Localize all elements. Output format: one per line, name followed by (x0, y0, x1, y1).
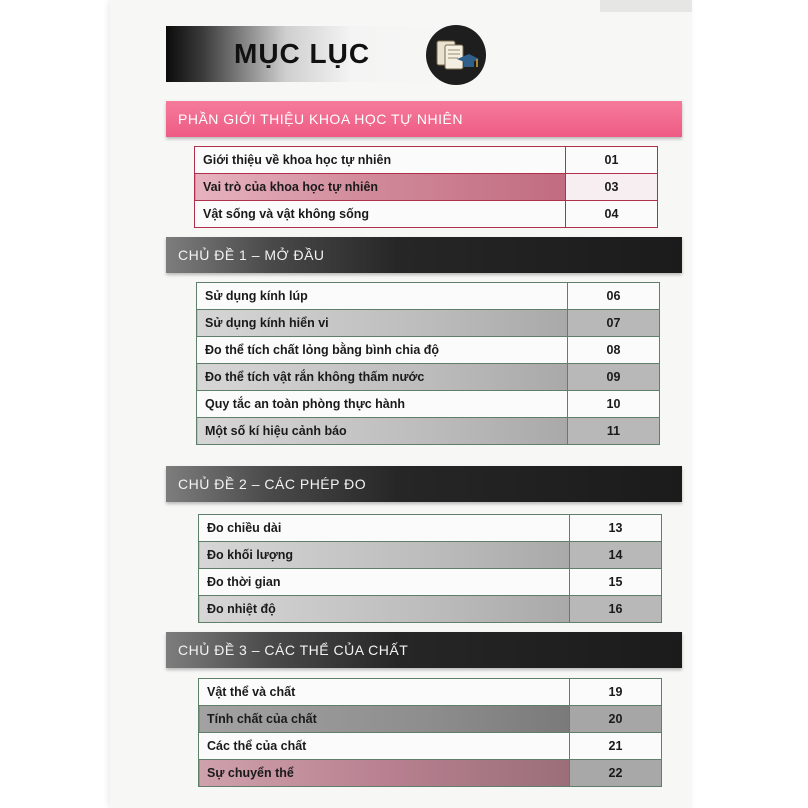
toc-item-title: Giới thiệu về khoa học tự nhiên (195, 147, 566, 174)
toc-item-title: Tính chất của chất (199, 706, 570, 733)
toc-table-topic-3 (198, 678, 662, 787)
toc-item-page: 04 (566, 201, 658, 228)
toc-row[interactable] (197, 418, 660, 445)
toc-item-page: 10 (568, 391, 660, 418)
toc-row[interactable] (199, 569, 662, 596)
toc-item-page: 08 (568, 337, 660, 364)
toc-row[interactable] (195, 147, 658, 174)
toc-item-title: Sự chuyển thể (199, 760, 570, 787)
toc-row[interactable] (197, 283, 660, 310)
toc-item-title: Một số kí hiệu cảnh báo (197, 418, 568, 445)
toc-item-title: Đo chiều dài (199, 515, 570, 542)
toc-row[interactable] (199, 542, 662, 569)
toc-row[interactable] (199, 596, 662, 623)
toc-table-topic-1 (196, 282, 660, 445)
toc-item-title: Đo thời gian (199, 569, 570, 596)
section-header-topic-3: CHỦ ĐỀ 3 – CÁC THỂ CỦA CHẤT (166, 632, 682, 668)
toc-item-page: 14 (570, 542, 662, 569)
toc-item-title: Sử dụng kính hiển vi (197, 310, 568, 337)
toc-item-page: 09 (568, 364, 660, 391)
toc-item-page: 11 (568, 418, 660, 445)
toc-item-title: Đo thể tích vật rắn không thấm nước (197, 364, 568, 391)
section-header-intro: PHẦN GIỚI THIỆU KHOA HỌC TỰ NHIÊN (166, 101, 682, 137)
toc-table-topic-2 (198, 514, 662, 623)
toc-row[interactable] (197, 364, 660, 391)
toc-row[interactable] (199, 733, 662, 760)
toc-row[interactable] (197, 391, 660, 418)
toc-item-title: Đo nhiệt độ (199, 596, 570, 623)
toc-row[interactable] (197, 337, 660, 364)
toc-item-page: 20 (570, 706, 662, 733)
toc-item-title: Đo thể tích chất lỏng bằng bình chia độ (197, 337, 568, 364)
toc-item-page: 03 (566, 174, 658, 201)
toc-item-page: 22 (570, 760, 662, 787)
toc-row[interactable] (197, 310, 660, 337)
section-header-topic-2: CHỦ ĐỀ 2 – CÁC PHÉP ĐO (166, 466, 682, 502)
toc-item-title: Đo khối lượng (199, 542, 570, 569)
section-header-topic-1: CHỦ ĐỀ 1 – MỞ ĐẦU (166, 237, 682, 273)
toc-item-title: Vật sống và vật không sống (195, 201, 566, 228)
page-tab (600, 0, 692, 12)
toc-row[interactable] (199, 760, 662, 787)
toc-item-title: Quy tắc an toàn phòng thực hành (197, 391, 568, 418)
toc-item-title: Sử dụng kính lúp (197, 283, 568, 310)
toc-row[interactable] (195, 201, 658, 228)
toc-item-page: 21 (570, 733, 662, 760)
toc-item-title: Vai trò của khoa học tự nhiên (195, 174, 566, 201)
toc-item-page: 13 (570, 515, 662, 542)
toc-item-page: 15 (570, 569, 662, 596)
toc-row[interactable] (199, 706, 662, 733)
toc-row[interactable] (195, 174, 658, 201)
toc-item-page: 19 (570, 679, 662, 706)
toc-item-page: 06 (568, 283, 660, 310)
toc-item-page: 07 (568, 310, 660, 337)
page-title: MỤC LỤC (234, 38, 371, 69)
toc-table-intro (194, 146, 658, 228)
toc-item-page: 01 (566, 147, 658, 174)
toc-item-title: Các thể của chất (199, 733, 570, 760)
toc-row[interactable] (199, 679, 662, 706)
toc-item-page: 16 (570, 596, 662, 623)
toc-item-title: Vật thể và chất (199, 679, 570, 706)
toc-row[interactable] (199, 515, 662, 542)
graduation-cap-books-icon (426, 25, 486, 85)
